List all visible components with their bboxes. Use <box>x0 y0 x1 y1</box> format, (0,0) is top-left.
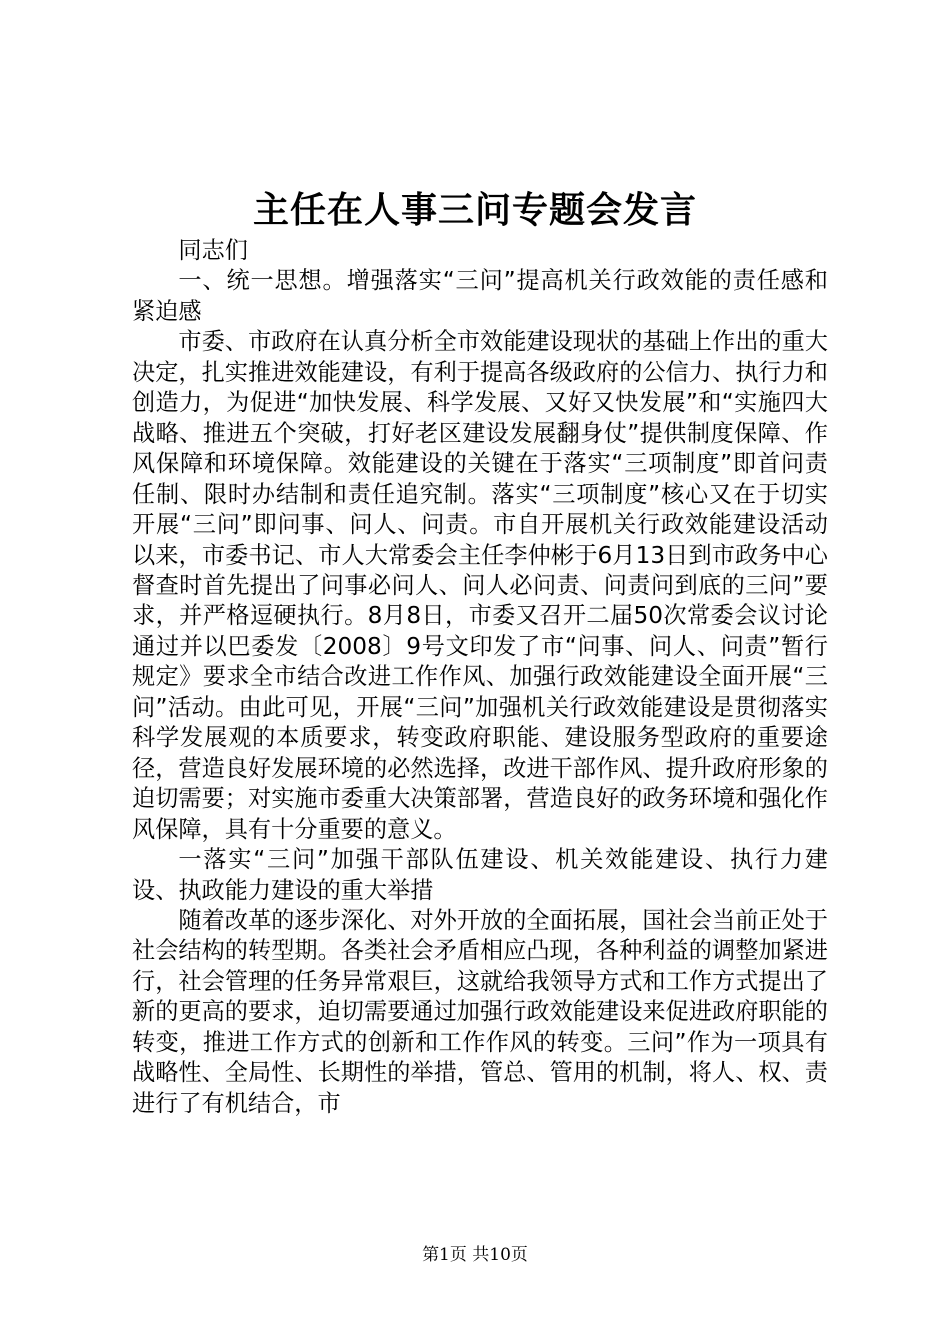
page-total: 共10页 <box>472 1245 528 1265</box>
page-footer <box>0 1243 950 1267</box>
paragraph-salutation: 同志们 <box>178 237 248 264</box>
document-body <box>132 236 828 1119</box>
paragraph-section-heading-2: 一落实“三问”加强干部队伍建设、机关效能建设、执行力建设、执政能力建设的重大举措 <box>132 846 828 904</box>
paragraph-section-heading-1: 一、统一思想。增强落实“三问”提高机关行政效能的责任感和紧迫感 <box>132 267 828 325</box>
page-number: 第1页 <box>422 1245 467 1265</box>
paragraph-body-2: 随着改革的逐步深化、对外开放的全面拓展，国社会当前正处于社会结构的转型期。各类社会矛盾相应凸现，各种利益的调整加紧进行，社会管理的任务异常艰巨，这就给我领导方式和工作方式提出了新的更高的要求，迫切需要通过加强行政效能建设来促进政府职能的转变，推进工作方式的创新和工作作风的转变。三问”作为一项具有战略性、全局性、长期性的举措，管总、管用的机制，将人、权、责进行了有机结合，市 <box>132 906 828 1117</box>
paragraph-body-1: 市委、市政府在认真分析全市效能建设现状的基础上作出的重大决定，扎实推进效能建设，有利于提高各级政府的公信力、执行力和创造力，为促进“加快发展、科学发展、又好又快发展”和“实施四大战略、推进五个突破，打好老区建设发展翻身仗”提供制度保障、作风保障和环境保障。效能建设的关键在于落实“三项制度”即首问责任制、限时办结制和责任追究制。落实“三项制度”核心又在于切实开展“三问”即问事、问人、问责。市自开展机关行政效能建设活动以来，市委书记、市人大常委会主任李仲彬于6月13日到市政务中心督查时首先提出了问事必问人、问人必问责、问责问到底的三问”要求，并严格逗硬执行。8月8日，市委又召开二届50次常委会议讨论通过并以巴委发〔2008〕9号文印发了市“问事、问人、问责”暂行规定》要求全市结合改进工作作风、加强行政效能建设全面开展“三问”活动。由此可见，开展“三问”加强机关行政效能建设是贯彻落实科学发展观的本质要求，转变政府职能、建设服务型政府的重要途径，营造良好发展环境的必然选择，改进干部作风、提升政府形象的迫切需要；对实施市委重大决策部署，营造良好的政务环境和强化作风保障，具有十分重要的意义。 <box>132 328 828 843</box>
document-title: 主任在人事三问专题会发言 <box>252 189 697 231</box>
